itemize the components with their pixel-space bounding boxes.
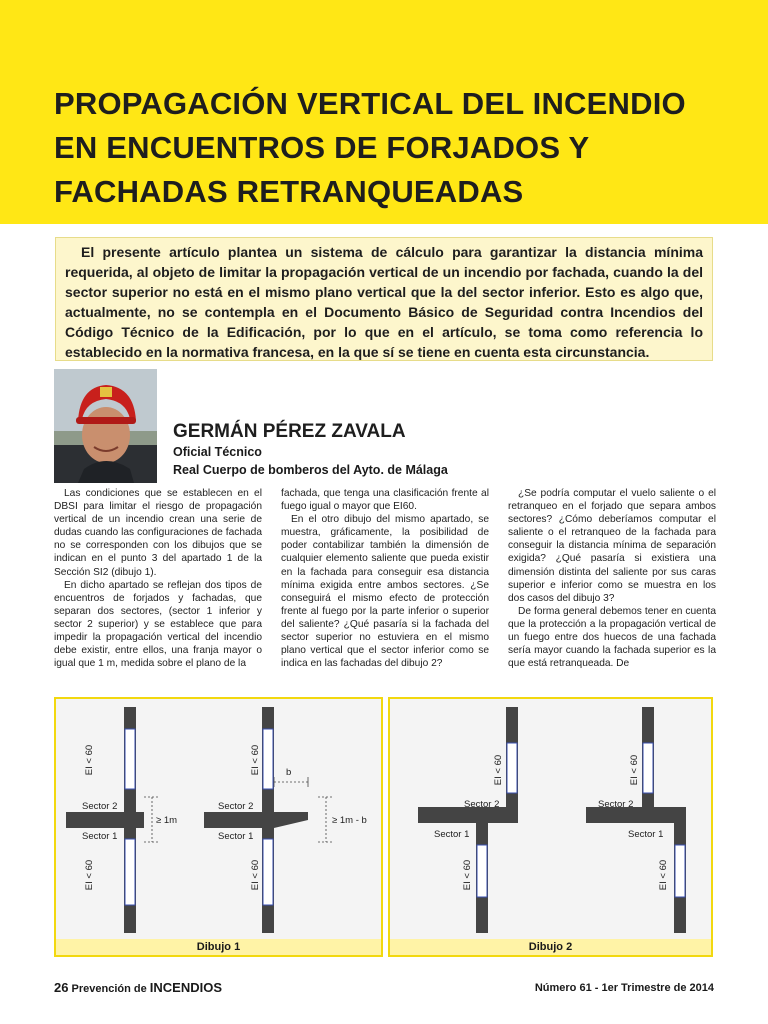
ei-label: EI < 60 [84,744,95,776]
magazine-name: INCENDIOS [149,980,223,995]
figure-1-caption: Dibujo 1 [56,939,381,955]
sector-2-label: Sector 2 [464,799,500,810]
dimension-1m-label: ≥ 1m [156,815,178,826]
ei-label: EI < 60 [493,754,504,786]
dimension-1m-b-label: ≥ 1m - b [332,815,367,826]
sector-1-label: Sector 1 [82,831,118,842]
ei-label: EI < 60 [629,754,640,786]
abstract-box [55,237,713,361]
title-line-1: PROPAGACIÓN VERTICAL DEL INCENDIO [54,86,686,121]
article-title [54,82,744,214]
sector-2-label: Sector 2 [218,801,254,812]
paragraph: De forma general debemos tener en cuenta que la protección a la propagación vertical de un fuego entre dos huecos de una fachada sería mayor cuando la fachada superior es la que está retranqueada. De [508,605,716,670]
figure-dibujo-2 [388,697,713,957]
title-line-2: EN ENCUENTROS DE FORJADOS Y [54,130,590,165]
title-line-3: FACHADAS RETRANQUEADAS [54,174,524,209]
paragraph: fachada, que tenga una clasificación frente al fuego igual o mayor que EI60. [281,488,489,513]
body-column-2 [281,487,489,670]
ei-label: EI < 60 [462,859,473,891]
dimension-b-label: b [286,767,292,778]
footer-issue: Número 61 - 1er Trimestre de 2014 [534,982,714,994]
paragraph: En el otro dibujo del mismo apartado, se muestra, gráficamente, la posibilidad de poder contabilizar también la dimensión de cualquier elemento saliente que pueda existir en la fachada para conseguir esa distancia mínima exigida entre ambos sectores. ¿Se conseguirá el mismo efecto de protección frente al fuego por la parte inferior o superior del saliente? ¿Qué pasaría si la fachada del sector superior no estuviera en el mismo plano vertical que el sector inferior como se indica en las fachadas del dibujo 2? [281,514,489,670]
author-photo [54,369,157,483]
author-organization: Real Cuerpo de bomberos del Ayto. de Málaga [173,463,448,477]
sector-1-label: Sector 1 [628,829,664,840]
ei-label: EI < 60 [658,859,669,891]
body-column-1 [54,487,262,670]
sector-1-label: Sector 1 [434,829,470,840]
figure-2-drawing [390,699,711,939]
paragraph: ¿Se podría computar el vuelo saliente o el retranqueo en el forjado que separa ambos sectores? ¿Cómo deberíamos computar el saliente o el retranqueo de la fachada para conseguir la distancia mínima de separación exigida? ¿Qué pasaría si existiera una dimensión distinta del saliente por sus caras superior e inferior como se muestra en los dos casos del dibujo 3? [508,488,716,604]
magazine-prefix: Prevención de [71,983,147,995]
ei-label: EI < 60 [250,859,261,891]
author-name: GERMÁN PÉREZ ZAVALA [173,421,406,442]
ei-label: EI < 60 [84,859,95,891]
paragraph: En dicho apartado se reflejan dos tipos de encuentros de forjados y fachadas, que separan dos sectores, (sector 1 inferior y sector 2 superior) y se establece que para impedir la propagación vertical del incendio debe existir, entre ellos, una franja mayor o igual que 1 m, medida sobre el plano de la [54,579,262,670]
abstract-text: El presente artículo plantea un sistema de cálculo para garantizar la distancia mínima requerida, al objeto de limitar la propagación vertical de un incendio por fachada, cuando la del sector superior no está en el mismo plano vertical que la del sector inferior. Esto es algo que, actualmente, no se contempla en el Documento Básico de Seguridad contra Incendios del Código Técnico de la Edificación, por lo que en el artículo, se toma como referencia lo establecido en la normativa francesa, en la que sí se tiene en cuenta esta circunstancia. [65,244,703,360]
figure-1-drawing [56,699,381,939]
figure-2-caption: Dibujo 2 [390,939,711,955]
ei-label: EI < 60 [250,744,261,776]
paragraph: Las condiciones que se establecen en el DBSI para limitar el riesgo de propagación vertical de un incendio crean una serie de dudas cuando las configuraciones de fachada no se corresponden con los dibujos que se indican en el punto 3 del apartado 1 de la Sección SI2 (dibujo 1). [54,488,262,578]
sector-1-label: Sector 1 [218,831,254,842]
body-column-3 [508,487,716,670]
footer-magazine [54,981,222,996]
figure-dibujo-1 [54,697,383,957]
sector-2-label: Sector 2 [82,801,118,812]
sector-2-label: Sector 2 [598,799,634,810]
author-role: Oficial Técnico [173,445,262,459]
page-number: 26 [54,980,69,995]
